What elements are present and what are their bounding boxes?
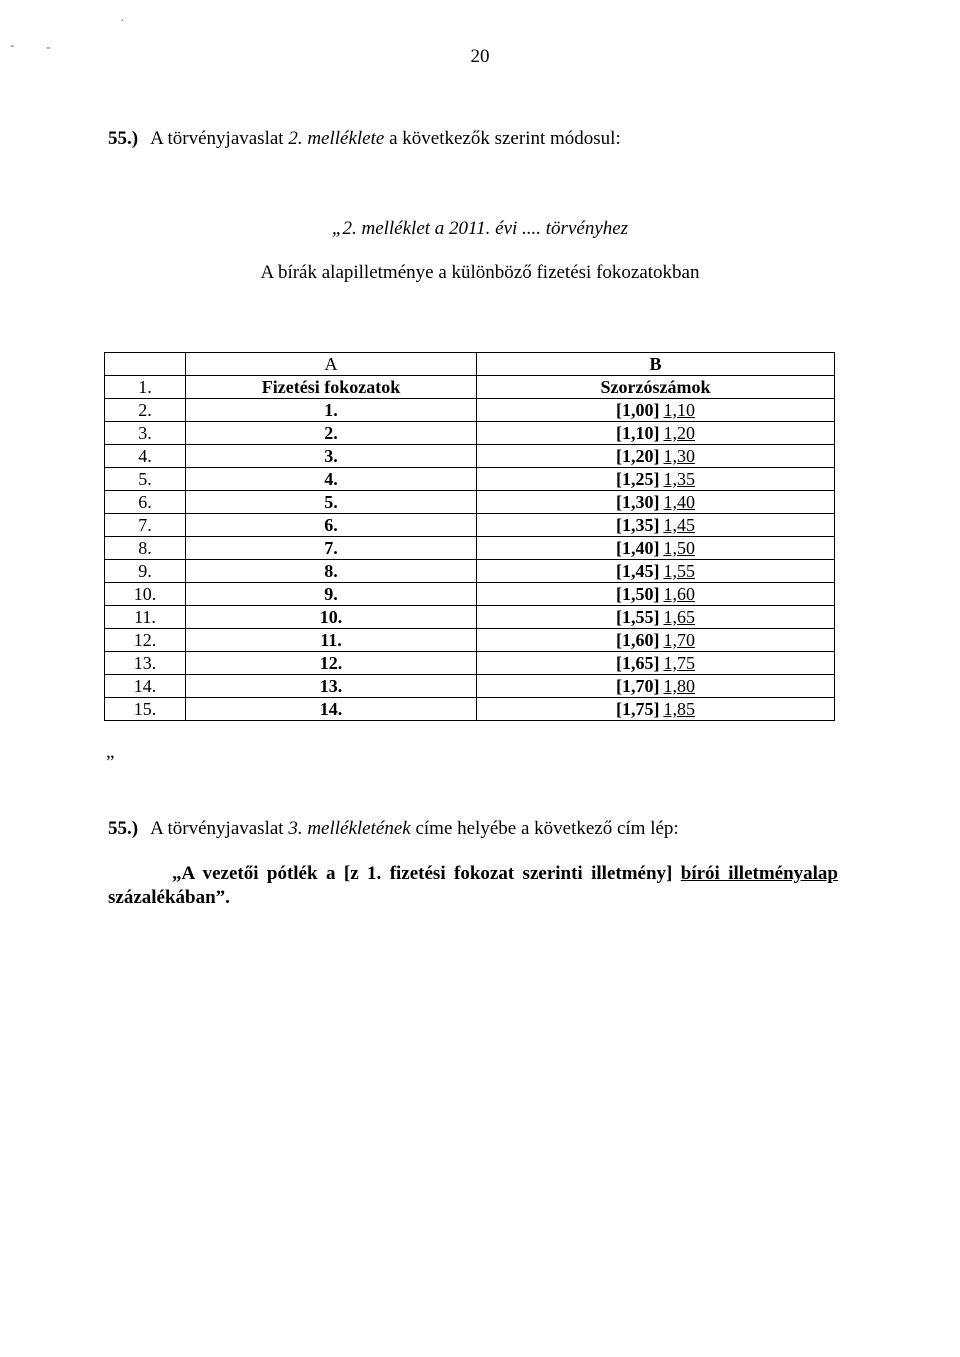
table-row — [105, 537, 835, 560]
header-multipliers: Szorzószámok — [477, 376, 835, 399]
amendment-paragraph — [108, 128, 621, 150]
multiplier-cell — [477, 468, 835, 491]
amendment-text-end: a következők szerint módosul: — [384, 128, 621, 149]
new-multiplier: 1,30 — [663, 446, 695, 466]
column-a-letter: A — [186, 353, 477, 376]
amendment-text: A törvényjavaslat — [150, 128, 289, 149]
closing-quote: ” — [106, 752, 115, 773]
row-number: 12. — [105, 629, 186, 652]
salary-multiplier-table — [104, 352, 835, 721]
old-multiplier: [1,20] — [616, 446, 660, 466]
scan-speck: - — [46, 40, 51, 55]
grade-cell: 11. — [186, 629, 477, 652]
row-number: 4. — [105, 445, 186, 468]
table-row — [105, 422, 835, 445]
row-number: 13. — [105, 652, 186, 675]
table-row — [105, 606, 835, 629]
row-number: 10. — [105, 583, 186, 606]
table-column-letters — [105, 353, 835, 376]
corner-cell — [105, 353, 186, 376]
grade-cell: 4. — [186, 468, 477, 491]
amendment-number: 55.) — [108, 818, 139, 839]
grade-cell: 14. — [186, 698, 477, 721]
table-row — [105, 399, 835, 422]
multiplier-cell — [477, 537, 835, 560]
table-row — [105, 560, 835, 583]
amendment-number: 55.) — [108, 128, 139, 149]
new-multiplier: 1,55 — [663, 561, 695, 581]
old-multiplier: [1,70] — [616, 676, 660, 696]
new-multiplier: 1,80 — [663, 676, 695, 696]
row-number: 1. — [105, 376, 186, 399]
table-row — [105, 514, 835, 537]
new-multiplier: 1,45 — [663, 515, 695, 535]
row-number: 14. — [105, 675, 186, 698]
new-multiplier: 1,20 — [663, 423, 695, 443]
table-row — [105, 675, 835, 698]
row-number: 9. — [105, 560, 186, 583]
row-number: 5. — [105, 468, 186, 491]
row-number: 8. — [105, 537, 186, 560]
grade-cell: 13. — [186, 675, 477, 698]
amendment-paragraph-2 — [108, 818, 679, 840]
old-multiplier: [1,45] — [616, 561, 660, 581]
old-multiplier: [1,50] — [616, 584, 660, 604]
old-multiplier: [1,25] — [616, 469, 660, 489]
multiplier-cell — [477, 652, 835, 675]
table-row — [105, 583, 835, 606]
row-number: 3. — [105, 422, 186, 445]
old-multiplier: [1,00] — [616, 400, 660, 420]
new-annex-title: „A vezetői pótlék a [z 1. fizetési fokozat szerinti illetmény] bírói illetményalap százalékában”. — [108, 863, 838, 908]
column-b-letter: B — [477, 353, 835, 376]
new-multiplier: 1,35 — [663, 469, 695, 489]
grade-cell: 1. — [186, 399, 477, 422]
multiplier-cell — [477, 606, 835, 629]
table-row — [105, 629, 835, 652]
scan-speck: · — [120, 14, 125, 29]
multiplier-cell — [477, 583, 835, 606]
amendment-annex-ref: 2. melléklete — [288, 128, 385, 149]
new-multiplier: 1,40 — [663, 492, 695, 512]
grade-cell: 7. — [186, 537, 477, 560]
row-number: 11. — [105, 606, 186, 629]
amendment-text: A törvényjavaslat — [150, 818, 289, 839]
annex-heading: „2. melléklet a 2011. évi .... törvényhez — [331, 218, 629, 239]
grade-cell: 9. — [186, 583, 477, 606]
grade-cell: 5. — [186, 491, 477, 514]
grade-cell: 8. — [186, 560, 477, 583]
scan-speck: - — [10, 38, 15, 53]
old-multiplier: [1,65] — [616, 653, 660, 673]
multiplier-cell — [477, 698, 835, 721]
page-number: 20 — [470, 46, 490, 67]
new-multiplier: 1,85 — [663, 699, 695, 719]
row-number: 2. — [105, 399, 186, 422]
grade-cell: 6. — [186, 514, 477, 537]
new-multiplier: 1,75 — [663, 653, 695, 673]
new-multiplier: 1,70 — [663, 630, 695, 650]
table-row — [105, 491, 835, 514]
new-multiplier: 1,60 — [663, 584, 695, 604]
old-multiplier: [1,30] — [616, 492, 660, 512]
table-row — [105, 698, 835, 721]
multiplier-cell — [477, 675, 835, 698]
multiplier-cell — [477, 514, 835, 537]
table-row — [105, 468, 835, 491]
old-multiplier: [1,60] — [616, 630, 660, 650]
grade-cell: 10. — [186, 606, 477, 629]
multiplier-cell — [477, 491, 835, 514]
multiplier-cell — [477, 445, 835, 468]
table-row — [105, 652, 835, 675]
grade-cell: 12. — [186, 652, 477, 675]
row-number: 15. — [105, 698, 186, 721]
old-multiplier: [1,35] — [616, 515, 660, 535]
grade-cell: 2. — [186, 422, 477, 445]
header-grades: Fizetési fokozatok — [186, 376, 477, 399]
table-header-row — [105, 376, 835, 399]
new-multiplier: 1,10 — [663, 400, 695, 420]
old-multiplier: [1,10] — [616, 423, 660, 443]
new-multiplier: 1,65 — [663, 607, 695, 627]
row-number: 6. — [105, 491, 186, 514]
grade-cell: 3. — [186, 445, 477, 468]
amendment-annex-ref: 3. mellékletének — [288, 818, 411, 839]
new-multiplier: 1,50 — [663, 538, 695, 558]
old-multiplier: [1,55] — [616, 607, 660, 627]
multiplier-cell — [477, 422, 835, 445]
table-title: A bírák alapilletménye a különböző fizetési fokozatokban — [260, 262, 700, 283]
multiplier-cell — [477, 560, 835, 583]
multiplier-cell — [477, 629, 835, 652]
old-multiplier: [1,40] — [616, 538, 660, 558]
multiplier-cell — [477, 399, 835, 422]
row-number: 7. — [105, 514, 186, 537]
amendment-text-end: címe helyébe a következő cím lép: — [410, 818, 679, 839]
table-row — [105, 445, 835, 468]
old-multiplier: [1,75] — [616, 699, 660, 719]
